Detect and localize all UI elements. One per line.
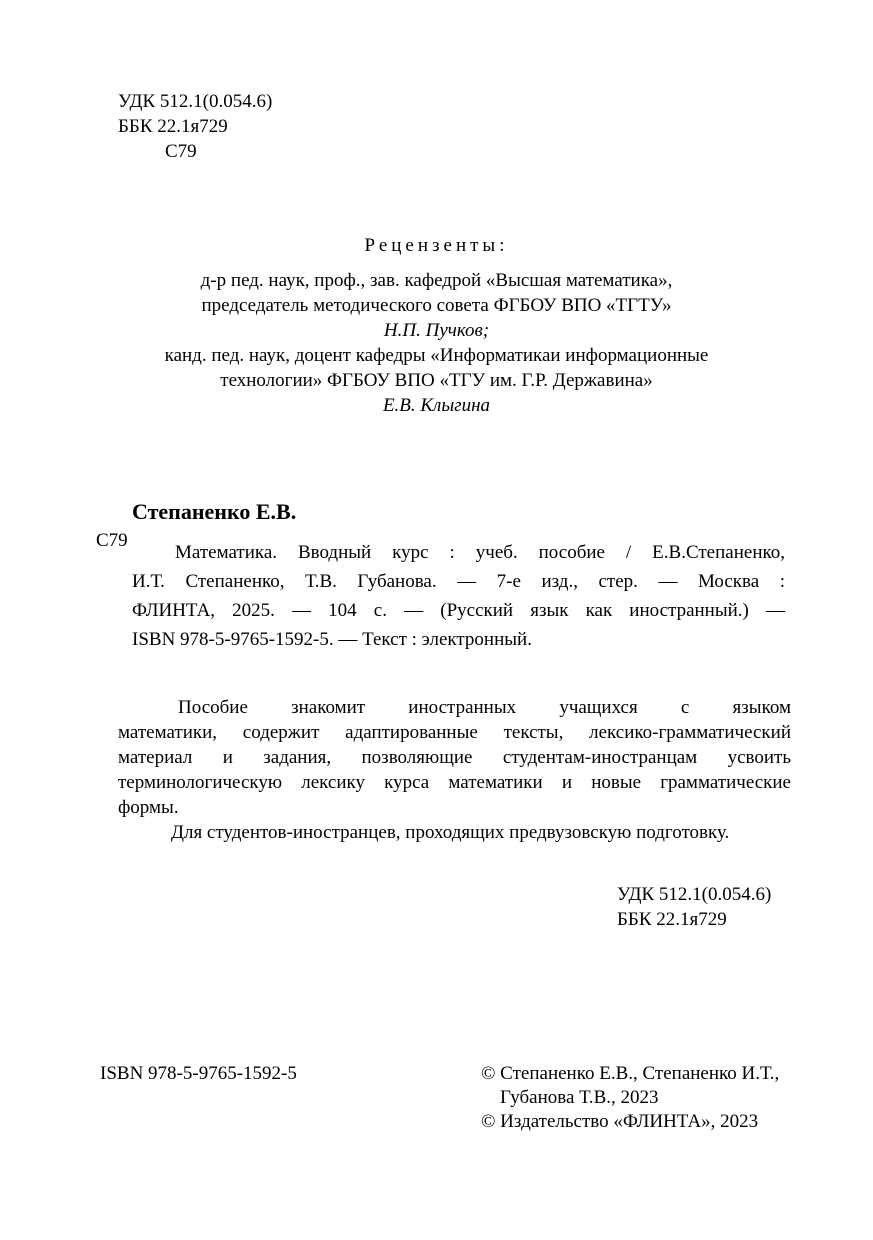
annotation-line: формы. [118,797,179,818]
bbk-code-bottom: ББК 22.1я729 [617,909,727,930]
reviewer-line: канд. пед. наук, доцент кафедры «Информатикаи информационные [164,345,709,366]
reviewer-line: технологии» ФГБОУ ВПО «ТГУ им. Г.Р. Державина» [220,370,653,391]
annotation-line: Пособие знакомит иностранных учащихся с языком [178,697,791,718]
reviewer-line: д-р пед. наук, проф., зав. кафедрой «Высшая математика», [200,270,673,291]
reviewer-line: председатель методического совета ФГБОУ ВПО «ТГТУ» [201,295,672,316]
bibliography-line: Математика. Вводный курс : учеб. пособие / Е.В.Степаненко, [175,542,785,563]
reviewers-list [0,268,873,418]
bibliography-line: ISBN 978-5-9765-1592-5. — Текст : электронный. [132,629,532,650]
bibliography-line: И.Т. Степаненко, Т.В. Губанова. — 7-е изд., стер. — Москва : [132,571,785,592]
annotation-line: материал и задания, позволяющие студентам-иностранцам усвоить [118,747,791,768]
udk-code: УДК 512.1(0.054.6) [118,91,273,112]
annotation-line: терминологическую лексику курса математики и новые грамматические [118,772,791,793]
author-mark: С79 [165,141,197,162]
reviewer-name: Н.П. Пучков; [383,320,490,341]
bibliography-mark: С79 [96,530,128,551]
reviewers-heading: Рецензенты: [364,235,509,256]
isbn: ISBN 978-5-9765-1592-5 [100,1063,297,1084]
copyright-line: © Степаненко Е.В., Степаненко И.Т., [481,1063,780,1084]
udk-code-bottom: УДК 512.1(0.054.6) [617,884,772,905]
bbk-code: ББК 22.1я729 [118,116,228,137]
reviewers-heading-wrap [0,233,873,258]
annotation-line: математики, содержит адаптированные тексты, лексико-грамматический [118,722,791,743]
reviewer-name: Е.В. Клыгина [382,395,491,416]
annotation-audience: Для студентов-иностранцев, проходящих предвузовскую подготовку. [171,822,730,843]
copyright-line: © Издательство «ФЛИНТА», 2023 [481,1111,759,1132]
author-heading: Степаненко Е.В. [132,499,297,524]
copyright-line: Губанова Т.В., 2023 [500,1087,659,1108]
bibliography-line: ФЛИНТА, 2025. — 104 с. — (Русский язык как иностранный.) — [132,600,785,621]
